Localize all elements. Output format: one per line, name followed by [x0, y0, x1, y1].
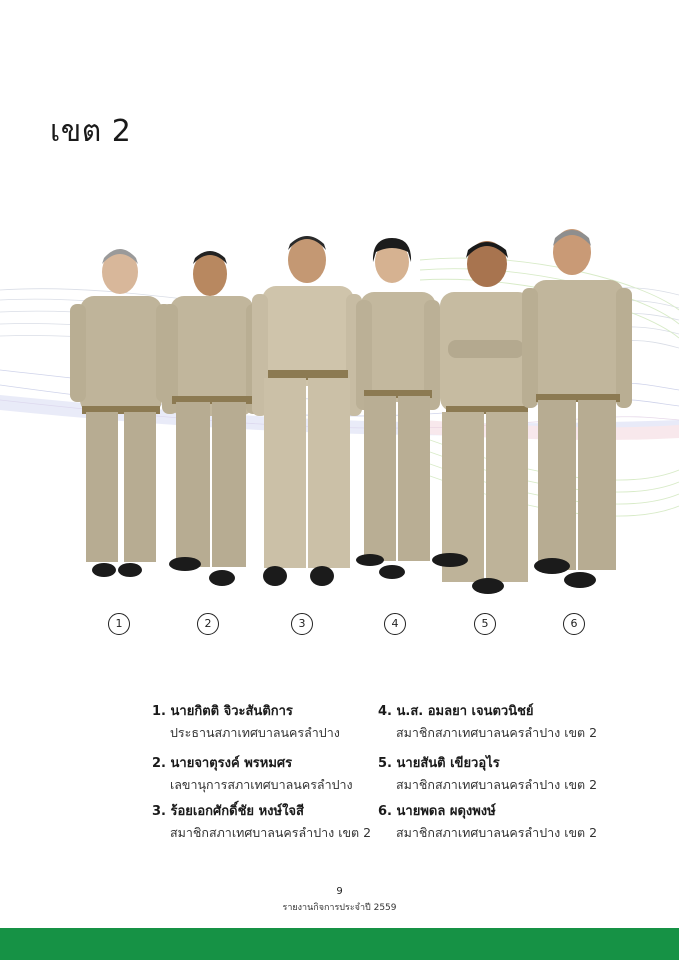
member-entry-1	[152, 700, 382, 743]
member-role-2: เลขานุการสภาเทศบาลนครลำปาง	[170, 777, 353, 792]
member-name-2: 2. นายจาตุรงค์ พรหมศร	[152, 756, 293, 771]
member-entry-4	[378, 700, 608, 743]
person-5	[432, 241, 532, 594]
member-name-6: 6. นายพดล ผดุงพงษ์	[378, 804, 496, 819]
person-4	[356, 238, 440, 579]
member-name-4: 4. น.ส. อมลยา เจนตวนิชย์	[378, 704, 534, 719]
member-role-4: สมาชิกสภาเทศบาลนครลำปาง เขต 2	[396, 725, 598, 740]
report-title: รายงานกิจการประจำปี 2559	[282, 903, 397, 913]
person-3	[252, 236, 362, 586]
member-role-1: ประธานสภาเทศบาลนครลำปาง	[170, 725, 340, 740]
member-entry-2	[152, 752, 382, 795]
circle-number-4: 4	[384, 613, 406, 635]
member-role-6: สมาชิกสภาเทศบาลนครลำปาง เขต 2	[396, 825, 598, 840]
member-entry-3	[152, 800, 382, 843]
page-number: 9	[336, 886, 343, 897]
member-name-5: 5. นายสันติ เขียวอุไร	[378, 756, 500, 771]
circle-number-3: 3	[291, 613, 313, 635]
member-entry-6	[378, 800, 608, 843]
circle-number-2: 2	[197, 613, 219, 635]
circle-number-6: 6	[563, 613, 585, 635]
circle-number-1: 1	[108, 613, 130, 635]
person-1	[70, 249, 172, 577]
page-heading: เขต 2	[50, 114, 132, 149]
member-role-5: สมาชิกสภาเทศบาลนครลำปาง เขต 2	[396, 777, 598, 792]
circle-number-5: 5	[474, 613, 496, 635]
member-name-1: 1. นายกิตติ จิวะสันติการ	[152, 704, 293, 719]
person-6	[522, 229, 632, 588]
member-entry-5	[378, 752, 608, 795]
footer-green-bar	[0, 928, 679, 960]
member-name-3: 3. ร้อยเอกศักดิ์ชัย หงษ์ใจสี	[152, 804, 304, 819]
member-role-3: สมาชิกสภาเทศบาลนครลำปาง เขต 2	[170, 825, 372, 840]
group-photo	[0, 220, 679, 600]
